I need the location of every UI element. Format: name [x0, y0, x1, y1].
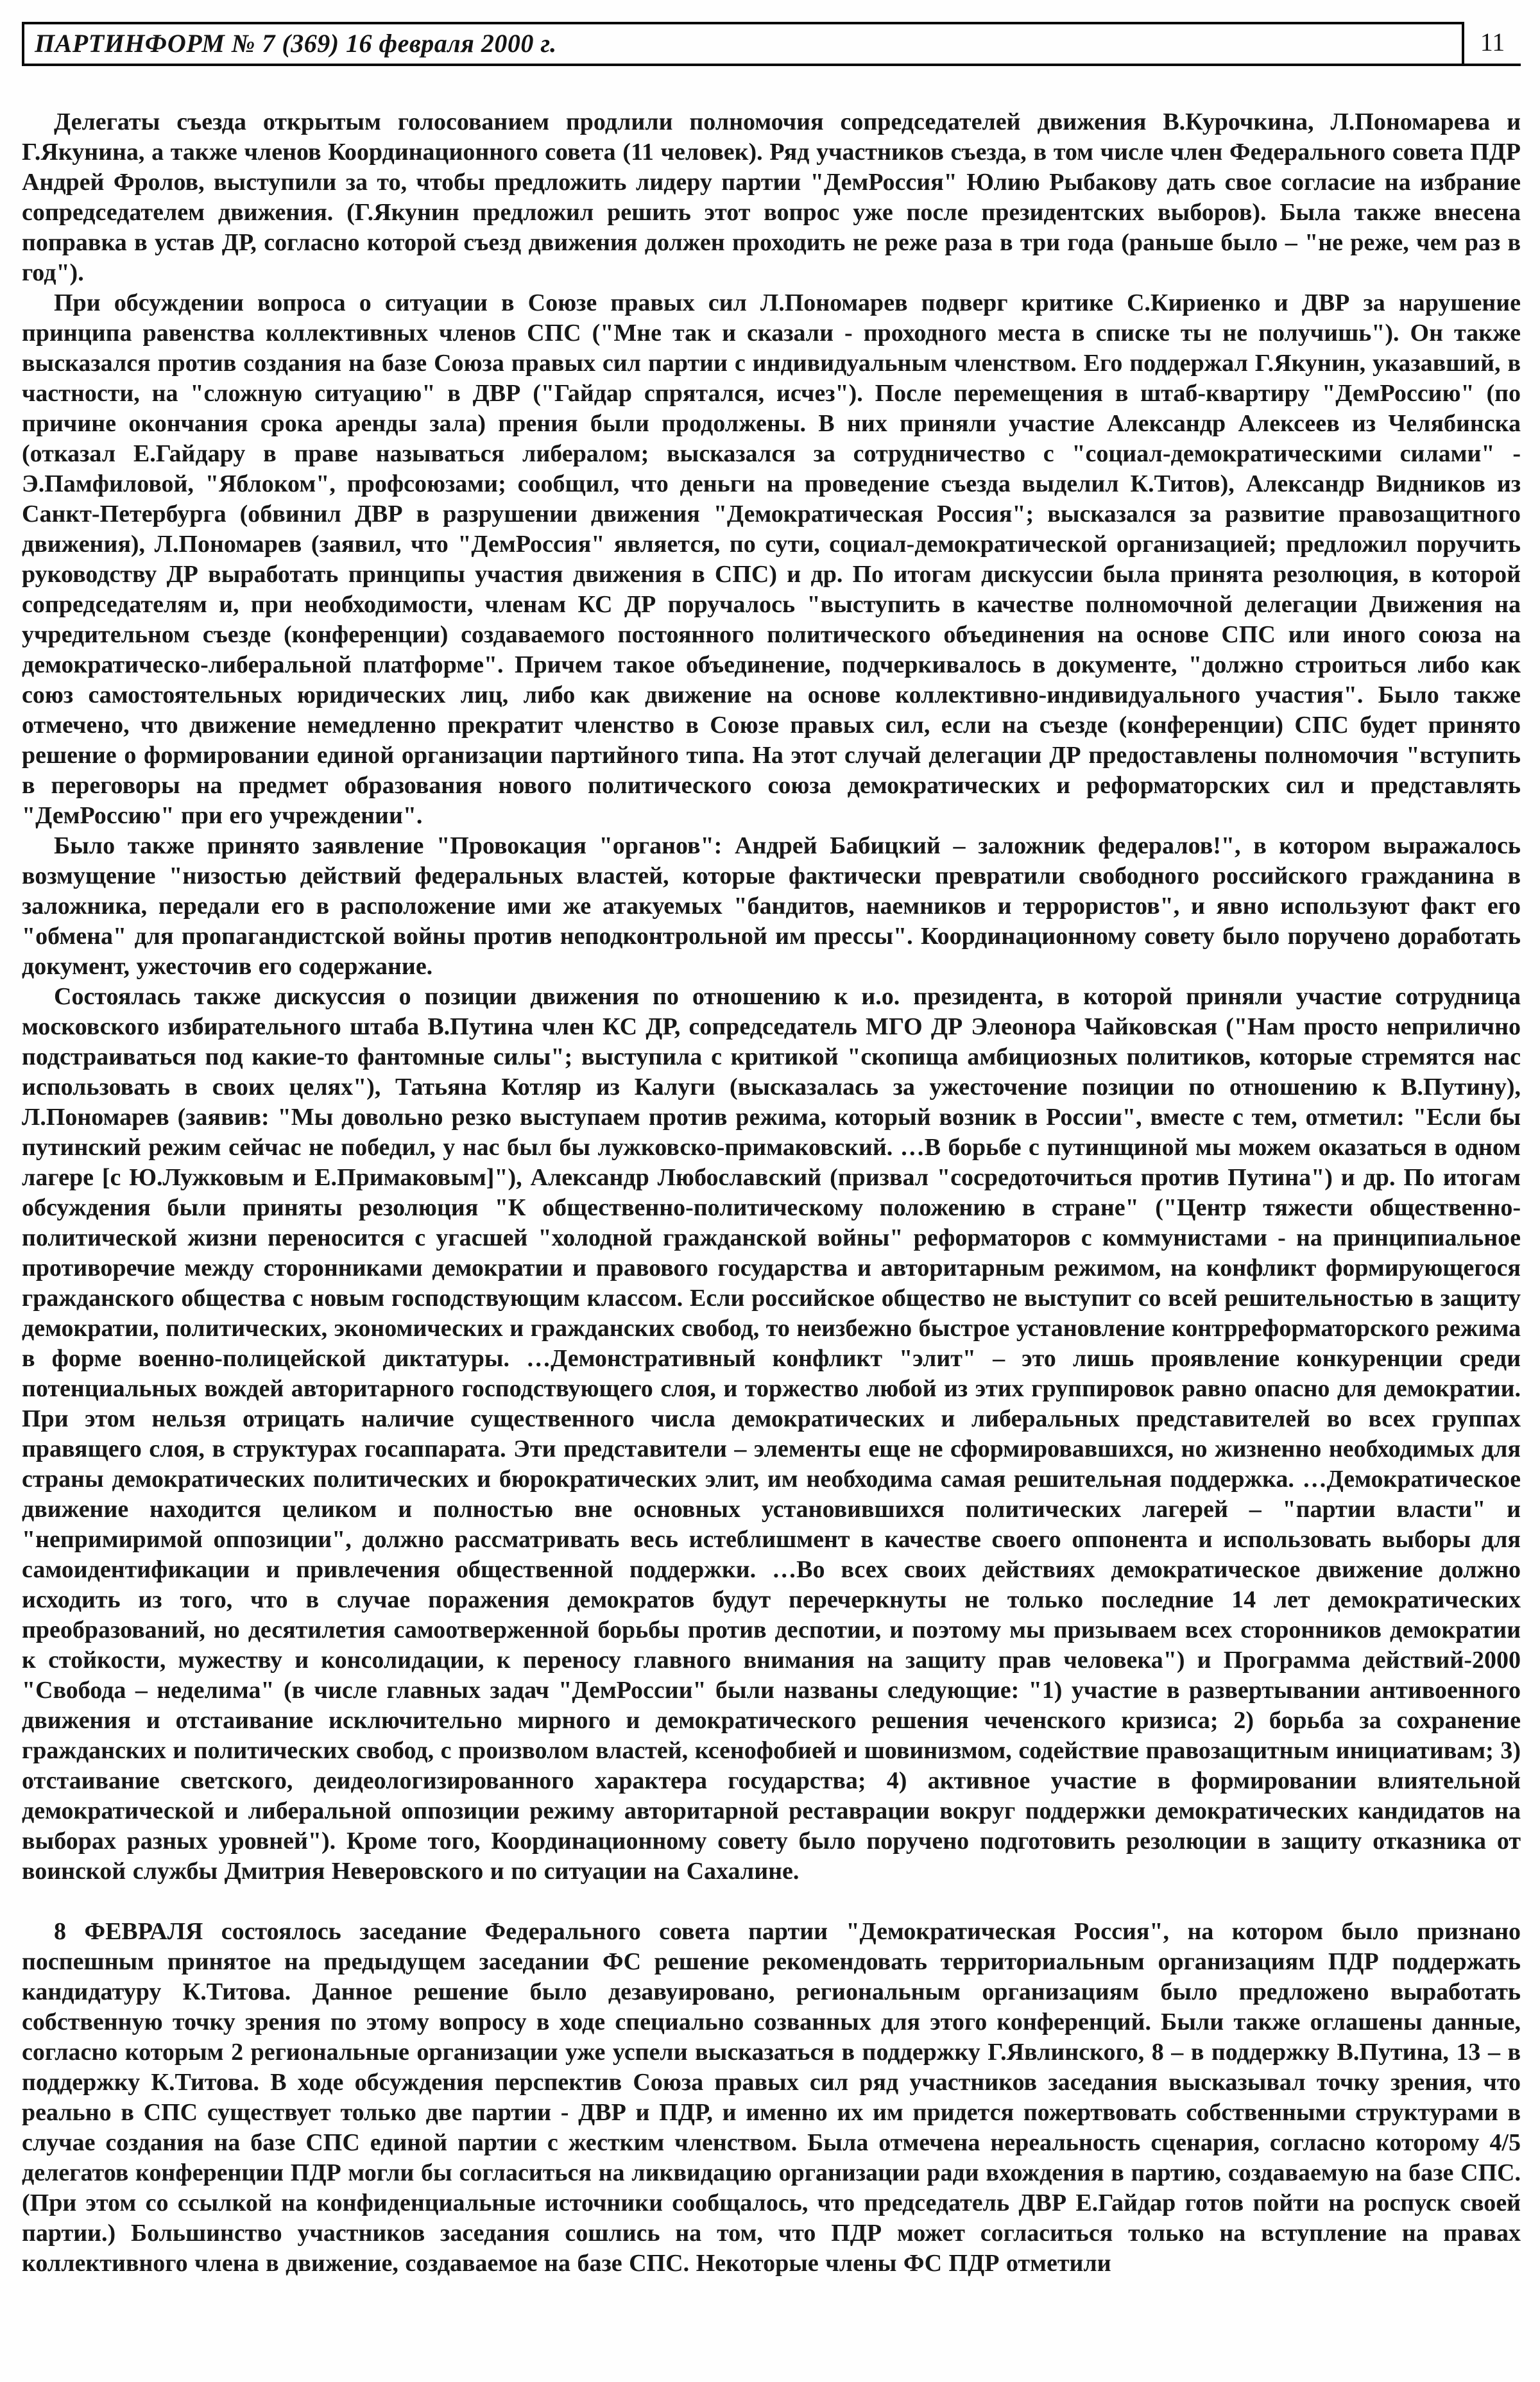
newsletter-title-box [22, 22, 1464, 66]
paragraph-sps-discussion: При обсуждении вопроса о ситуации в Союзе правых сил Л.Пономарев подверг критике С.Кириенко и ДВР за нарушение принципа равенства коллективных членов СПС ("Мне так и сказали - проходного места в списке ты не получишь"). Он также высказался против создания на базе Союза правых сил партии с индивидуальным членством. Его поддержал Г.Якунин, указавший, в частности, на "сложную ситуацию" в ДВР ("Гайдар спрятался, исчез"). После перемещения в штаб-квартиру "ДемРоссию" (по причине окончания срока аренды зала) прения были продолжены. В них приняли участие Александр Алексеев из Челябинска (отказал Е.Гайдару в праве называться либералом; высказался за сотрудничество с "социал-демократическими силами" - Э.Памфиловой, "Яблоком", профсоюзами; сообщил, что деньги на проведение съезда выделил К.Титов), Александр Видников из Санкт-Петербурга (обвинил ДВР в разрушении движения "Демократическая Россия"; высказался за развитие правозащитного движения), Л.Пономарев (заявил, что "ДемРоссия" является, по сути, социал-демократической организацией; предложил поручить руководству ДР выработать принципы участия движения в СПС) и др. По итогам дискуссии была принята резолюция, в которой сопредседателям и, при необходимости, членам КС ДР поручалось "выступить в качестве полномочной делегации Движения на учредительном съезде (конференции) создаваемого постоянного политического объединения на основе СПС или иного союза на демократическо-либеральной платформе". Причем такое объединение, подчеркивалось в документе, "должно строиться либо как союз самостоятельных юридических лиц, либо как движение на основе коллективно-индивидуального участия". Было также отмечено, что движение немедленно прекратит членство в Союзе правых сил, если на съезде (конференции) СПС будет принято решение о формировании единой организации партийного типа. На этот случай делегации ДР предоставлены полномочия "вступить в переговоры на предмет образования нового политического союза демократических и реформаторских сил и представлять "ДемРоссию" при его учреждении". [22, 289, 1521, 829]
paragraph-position-on-acting-president: Состоялась также дискуссия о позиции движения по отношению к и.о. президента, в которой приняли участие сотрудница московского избирательного штаба В.Путина член КС ДР, сопредседатель МГО ДР Элеонора Чайковская ("Нам просто неприлично подстраиваться под какие-то фантомные силы"; выступила с критикой "скопища амбициозных политиков, которые стремятся нас использовать в своих целях"), Татьяна Котляр из Калуги (высказалась за ужесточение позиции по отношению к В.Путину), Л.Пономарев (заявив: "Мы довольно резко выступаем против режима, который возник в России", вместе с тем, отметил: "Если бы путинский режим сейчас не победил, у нас был бы лужковско-примаковский. …В борьбе с путинщиной мы можем оказаться в одном лагере [с Ю.Лужковым и Е.Примаковым]"), Александр Любославский (призвал "сосредоточиться против Путина") и др. По итогам обсуждения были приняты резолюция "К общественно-политическому положению в стране" ("Центр тяжести общественно-политической жизни переносится с угасшей "холодной гражданской войны" реформаторов с коммунистами - на принципиальное противоречие между сторонниками демократии и правового государства и авторитарным режимом, на конфликт формирующегося гражданского общества с новым господствующим классом. Если российское общество не выступит со всей решительностью в защиту демократии, политических, экономических и гражданских свобод, то неизбежно быстрое установление контрреформаторского режима в форме военно-полицейской диктатуры. …Демонстративный конфликт "элит" – это лишь проявление конкуренции среди потенциальных вождей авторитарного господствующего слоя, и торжество любой из этих группировок равно опасно для демократии. При этом нельзя отрицать наличие существенного числа демократических и либеральных представителей во всех группах правящего слоя, в структурах госаппарата. Эти представители – элементы еще не сформировавшихся, но жизненно необходимых для страны демократических политических и бюрократических элит, им необходима самая решительная поддержка. …Демократическое движение находится целиком и полностью вне основных установившихся политических лагерей – "партии власти" и "непримиримой оппозиции", должно рассматривать весь истеблишмент в качестве своего оппонента и использовать выборы для самоидентификации и привлечения общественной поддержки. …Во всех своих действиях демократическое движение должно исходить из того, что в случае поражения демократов будут перечеркнуты не только последние 14 лет демократических преобразований, но десятилетия самоотверженной борьбы против деспотии, и поэтому мы призываем всех сторонников демократии к стойкости, мужеству и консолидации, к переносу главного внимания на защиту прав человека") и Программа действий-2000 "Свобода – неделима" (в числе главных задач "ДемРоссии" были названы следующие: "1) участие в развертывании антивоенного движения и отстаивание исключительно мирного и демократического решения чеченского кризиса; 2) борьба за сохранение гражданских и политических свобод, с произволом властей, ксенофобией и шовинизмом, содействие правозащитным инициативам; 3) отстаивание светского, деидеологизированного характера государства; 4) активное участие в формировании влиятельной демократической и либеральной оппозиции режиму авторитарной реставрации вокруг поддержки демократических кандидатов на выборах разных уровней"). Кроме того, Координационному совету было поручено подготовить резолюции в защиту отказника от воинской службы Дмитрия Неверовского и по ситуации на Сахалине. [22, 983, 1521, 1885]
paragraph-congress-delegates: Делегаты съезда открытым голосованием продлили полномочия сопредседателей движения В.Курочкина, Л.Пономарева и Г.Якунина, а также членов Координационного совета (11 человек). Ряд участников съезда, в том числе член Федерального совета ПДР Андрей Фролов, выступили за то, чтобы предложить лидеру партии "ДемРоссия" Юлию Рыбакову дать свое согласие на избрание сопредседателем движения. (Г.Якунин предложил решить этот вопрос уже после президентских выборов). Была также внесена поправка в устав ДР, согласно которой съезд движения должен проходить не реже раза в три года (раньше было – "не реже, чем раз в год"). [22, 108, 1521, 286]
page-header [22, 22, 1521, 66]
article-body [22, 107, 1521, 2279]
paragraph-babitsky-statement: Было также принято заявление "Провокация "органов": Андрей Бабицкий – заложник федералов!", в котором выражалось возмущение "низостью действий федеральных властей, которые фактически превратили свободного российского гражданина в заложника, передали его в расположение ими же атакуемых "бандитов, наемников и террористов", и явно используют факт его "обмена" для пропагандистской войны против неподконтрольной им прессы". Координационному совету было поручено доработать документ, ужесточив его содержание. [22, 832, 1521, 980]
paragraph-february-8-federal-council: 8 ФЕВРАЛЯ состоялось заседание Федерального совета партии "Демократическая Россия", на котором было признано поспешным принятое на предыдущем заседании ФС решение рекомендовать территориальным организациям ПДР поддержать кандидатуру К.Титова. Данное решение было дезавуировано, региональным организациям было предложено выработать собственную точку зрения по этому вопросу в ходе специально созванных для этого конференций. Были также оглашены данные, согласно которым 2 региональные организации уже успели высказаться в поддержку Г.Явлинского, 8 – в поддержку В.Путина, 13 – в поддержку К.Титова. В ходе обсуждения перспектив Союза правых сил ряд участников заседания высказывал точку зрения, что реально в СПС существует только две партии - ДВР и ПДР, и именно их им придется пожертвовать собственными структурами в случае создания на базе СПС единой партии с жестким членством. Была отмечена нереальность сценария, согласно которому 4/5 делегатов конференции ПДР могли бы согласиться на ликвидацию организации ради вхождения в партию, создаваемую на базе СПС. (При этом со ссылкой на конфиденциальные источники сообщалось, что председатель ДВР Е.Гайдар готов пойти на роспуск своей партии.) Большинство участников заседания сошлись на том, что ПДР может согласиться только на вступление на правах коллективного члена в движение, создаваемое на базе СПС. Некоторые члены ФС ПДР отметили [22, 1918, 1521, 2277]
page-number: 11 [1464, 22, 1521, 66]
newsletter-title: ПАРТИНФОРМ № 7 (369) 16 февраля 2000 г. [35, 29, 557, 58]
